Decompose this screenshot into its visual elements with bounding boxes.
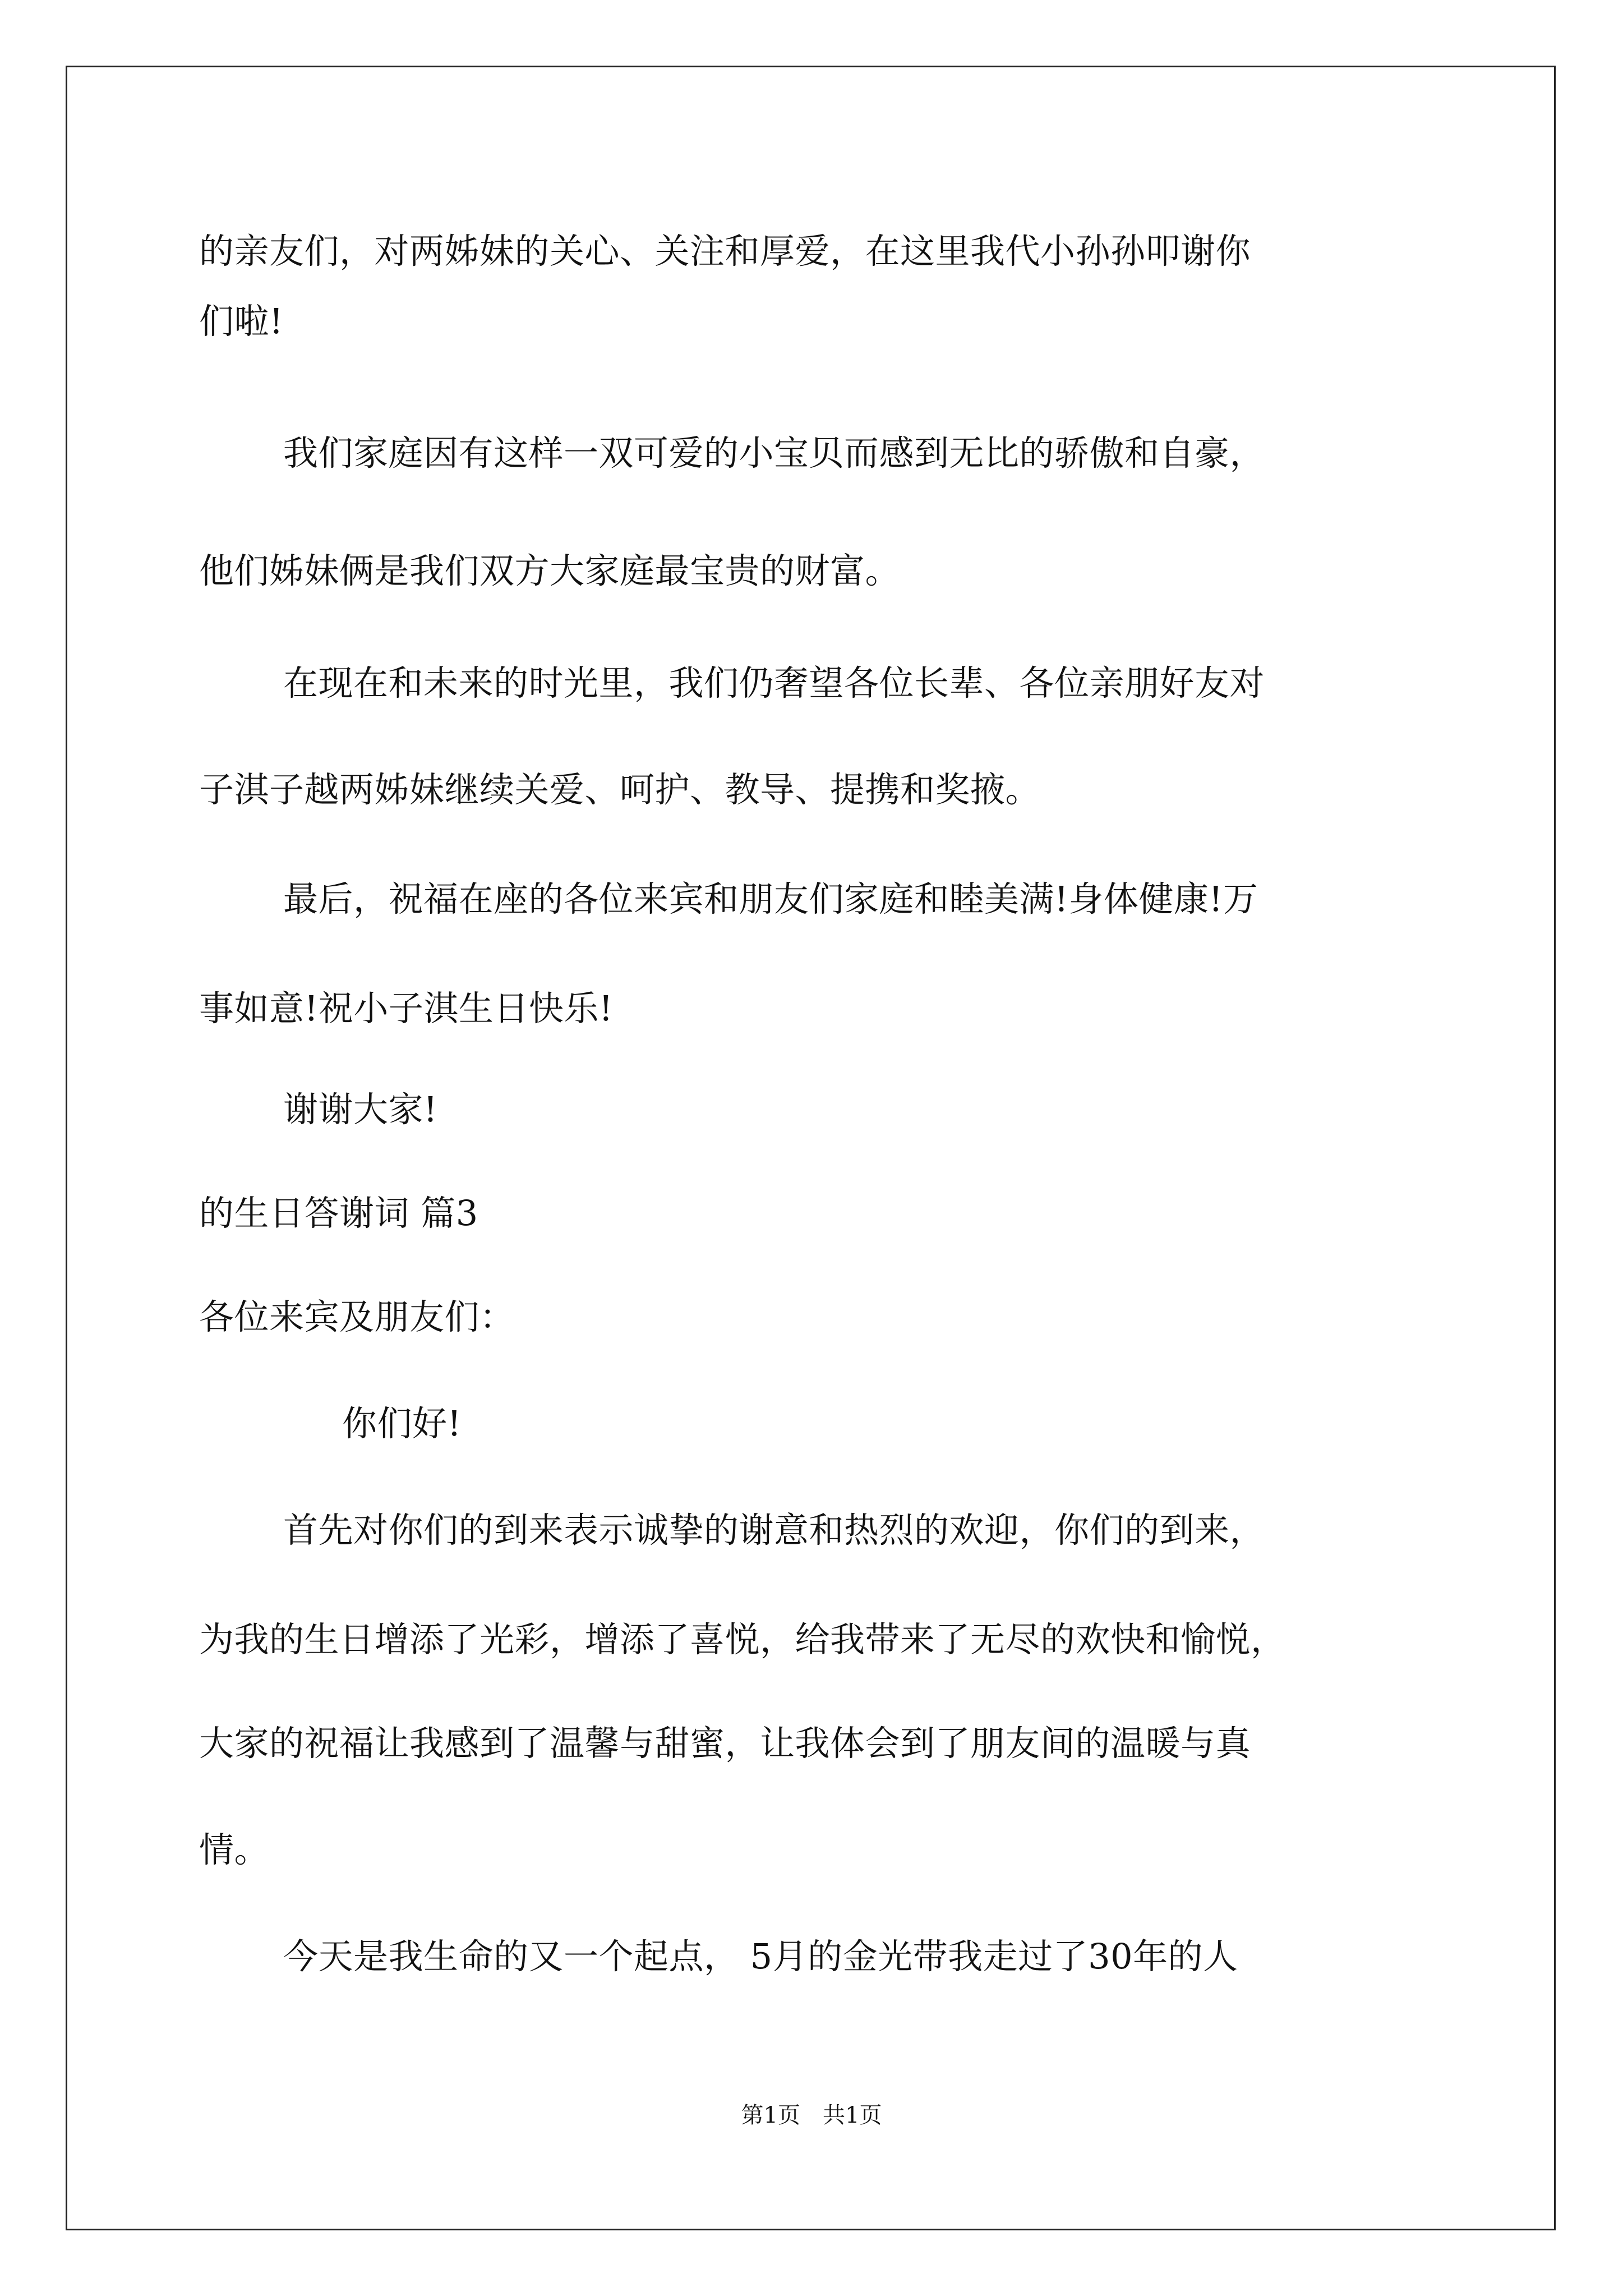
- text-line-16: 情。: [199, 1829, 270, 1870]
- text-line-7: 最后，祝福在座的各位来宾和朋友们家庭和睦美满!身体健康!万: [283, 878, 1258, 919]
- text-line-2: 们啦!: [199, 301, 284, 342]
- text-line-15: 大家的祝福让我感到了温馨与甜蜜，让我体会到了朋友间的温暖与真: [199, 1723, 1251, 1764]
- section-heading: 的生日答谢词 篇3: [199, 1193, 478, 1234]
- text-line-17: 今天是我生命的又一个起点， 5月的金光带我走过了30年的人: [283, 1936, 1238, 1977]
- text-line-greeting: 你们好!: [342, 1403, 462, 1444]
- page-number-footer: 第1页 共1页: [741, 2102, 882, 2128]
- text-line-5: 在现在和未来的时光里，我们仍奢望各位长辈、各位亲朋好友对: [283, 662, 1265, 703]
- text-line-6: 子淇子越两姊妹继续关爱、呵护、教导、提携和奖掖。: [199, 769, 1041, 810]
- text-line-14: 为我的生日增添了光彩，增添了喜悦，给我带来了无尽的欢快和愉悦，: [199, 1619, 1286, 1660]
- text-line-9: 谢谢大家!: [283, 1089, 438, 1130]
- text-line-13: 首先对你们的到来表示诚挚的谢意和热烈的欢迎，你们的到来，: [283, 1510, 1265, 1550]
- text-line-4: 他们姊妹俩是我们双方大家庭最宝贵的财富。: [199, 550, 901, 591]
- page-border: [66, 66, 1556, 2230]
- text-line-3: 我们家庭因有这样一双可爱的小宝贝而感到无比的骄傲和自豪，: [283, 432, 1265, 473]
- text-line-8: 事如意!祝小子淇生日快乐!: [199, 988, 614, 1029]
- text-line-salutation: 各位来宾及朋友们：: [199, 1296, 515, 1337]
- text-line-1: 的亲友们，对两姊妹的关心、关注和厚爱，在这里我代小孙孙叩谢你: [199, 231, 1251, 272]
